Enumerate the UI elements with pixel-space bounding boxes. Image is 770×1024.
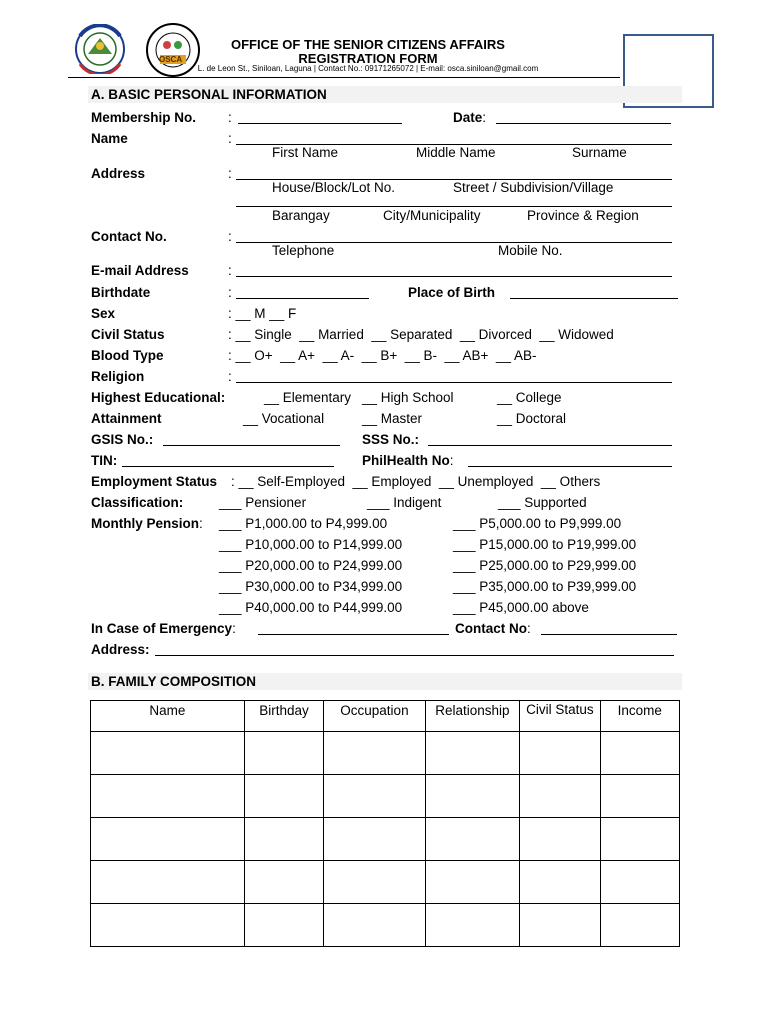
pension-label-text: Monthly Pension	[91, 516, 199, 531]
class-pensioner[interactable]: ___ Pensioner	[219, 495, 307, 510]
table-cell[interactable]	[324, 818, 426, 861]
table-row	[91, 818, 680, 861]
table-cell[interactable]	[425, 861, 519, 904]
table-cell[interactable]	[425, 904, 519, 947]
pension-option[interactable]: ___ P25,000.00 to P29,999.00	[453, 558, 637, 573]
emergency-address-label: Address:	[91, 642, 150, 657]
table-row	[91, 904, 680, 947]
birthdate-field[interactable]	[236, 298, 369, 299]
table-cell[interactable]	[425, 732, 519, 775]
office-address: L. de Leon St., Siniloan, Laguna | Contact No.: 09171265072 | E-mail: osca.siniloan@gmail.com	[197, 64, 539, 73]
membership-colon: :	[228, 110, 232, 125]
mobile-caption: Mobile No.	[498, 243, 563, 258]
email-field[interactable]	[236, 276, 672, 277]
barangay-caption: Barangay	[272, 208, 330, 223]
pension-option[interactable]: ___ P35,000.00 to P39,999.00	[453, 579, 637, 594]
education-label-2: Attainment	[91, 411, 162, 426]
civil-status-options[interactable]: : __ Single __ Married __ Separated __ Divorced __ Widowed	[228, 327, 614, 342]
table-cell[interactable]	[600, 732, 679, 775]
philhealth-field[interactable]	[468, 466, 672, 467]
table-cell[interactable]	[91, 818, 245, 861]
table-cell[interactable]	[520, 775, 600, 818]
date-label-text: Date	[453, 110, 483, 125]
birthplace-field[interactable]	[510, 298, 678, 299]
educ-doctoral[interactable]: __ Doctoral	[497, 411, 567, 426]
table-cell[interactable]	[244, 732, 323, 775]
table-cell[interactable]	[425, 775, 519, 818]
emergency-contact-field[interactable]	[541, 634, 677, 635]
date-label: Date:	[453, 110, 487, 125]
class-supported[interactable]: ___ Supported	[498, 495, 587, 510]
emergency-address-field[interactable]	[155, 655, 674, 656]
table-cell[interactable]	[244, 775, 323, 818]
table-cell[interactable]	[244, 904, 323, 947]
pension-option[interactable]: ___ P5,000.00 to P9,999.00	[453, 516, 622, 531]
name-label: Name	[91, 131, 128, 146]
email-colon: :	[228, 263, 232, 278]
sss-field[interactable]	[428, 445, 672, 446]
column-header-income: Income	[600, 701, 679, 732]
employment-options[interactable]: : __ Self-Employed __ Employed __ Unemployed __ Others	[231, 474, 601, 489]
province-caption: Province & Region	[527, 208, 639, 223]
table-cell[interactable]	[324, 861, 426, 904]
employment-label: Employment Status	[91, 474, 218, 489]
educ-highschool[interactable]: __ High School	[362, 390, 454, 405]
membership-label: Membership No.	[91, 110, 197, 125]
philhealth-label-text: PhilHealth No	[362, 453, 450, 468]
form-subtitle: REGISTRATION FORM	[298, 51, 438, 66]
contact-label: Contact No.	[91, 229, 167, 244]
contact-colon: :	[228, 229, 232, 244]
pension-option[interactable]: ___ P1,000.00 to P4,999.00	[219, 516, 388, 531]
email-label: E-mail Address	[91, 263, 189, 278]
religion-label: Religion	[91, 369, 145, 384]
column-header-birthday: Birthday	[244, 701, 323, 732]
table-cell[interactable]	[324, 904, 426, 947]
emergency-contact-label-text: Contact No	[455, 621, 527, 636]
religion-colon: :	[228, 369, 232, 384]
emergency-contact-label: Contact No:	[455, 621, 531, 636]
birthplace-label: Place of Birth	[408, 285, 496, 300]
emergency-field[interactable]	[258, 634, 449, 635]
table-cell[interactable]	[600, 775, 679, 818]
header-rule	[68, 77, 620, 78]
osca-logo-label: OSCA	[159, 55, 183, 64]
blood-type-options[interactable]: : __ O+ __ A+ __ A- __ B+ __ B- __ AB+ __ AB-	[228, 348, 537, 363]
street-caption: Street / Subdivision/Village	[453, 180, 614, 195]
sex-label: Sex	[91, 306, 116, 321]
education-label-1: Highest Educational:	[91, 390, 226, 405]
column-header-civil-status: Civil Status	[520, 701, 600, 732]
section-a-heading: A. BASIC PERSONAL INFORMATION	[88, 86, 682, 103]
classification-label: Classification:	[91, 495, 184, 510]
educ-college[interactable]: __ College	[497, 390, 562, 405]
table-row	[91, 861, 680, 904]
column-header-occupation: Occupation	[324, 701, 426, 732]
civil-status-label: Civil Status	[91, 327, 165, 342]
first-name-caption: First Name	[272, 145, 339, 160]
middle-name-caption: Middle Name	[416, 145, 496, 160]
tin-field[interactable]	[122, 466, 334, 467]
name-colon: :	[228, 131, 232, 146]
table-cell[interactable]	[600, 904, 679, 947]
address-field-2[interactable]	[236, 206, 672, 207]
table-cell[interactable]	[520, 818, 600, 861]
table-cell[interactable]	[600, 818, 679, 861]
educ-master[interactable]: __ Master	[362, 411, 423, 426]
city-caption: City/Municipality	[383, 208, 481, 223]
table-row	[91, 775, 680, 818]
sex-options[interactable]: : __ M __ F	[228, 306, 297, 321]
table-cell[interactable]	[520, 861, 600, 904]
surname-caption: Surname	[572, 145, 627, 160]
table-header-row	[91, 701, 680, 732]
birthdate-label: Birthdate	[91, 285, 151, 300]
tin-label: TIN:	[91, 453, 118, 468]
table-cell[interactable]	[91, 861, 245, 904]
address-colon: :	[228, 166, 232, 181]
table-cell[interactable]	[520, 732, 600, 775]
blood-type-label: Blood Type	[91, 348, 164, 363]
table-cell[interactable]	[425, 818, 519, 861]
pension-label: Monthly Pension:	[91, 516, 203, 531]
educ-vocational[interactable]: __ Vocational	[243, 411, 325, 426]
date-field[interactable]	[496, 123, 671, 124]
philhealth-label: PhilHealth No:	[362, 453, 454, 468]
table-row	[91, 732, 680, 775]
house-caption: House/Block/Lot No.	[272, 180, 396, 195]
pension-option[interactable]: ___ P10,000.00 to P14,999.00	[219, 537, 403, 552]
address-label: Address	[91, 166, 146, 181]
pension-option[interactable]: ___ P15,000.00 to P19,999.00	[453, 537, 637, 552]
section-b-heading: B. FAMILY COMPOSITION	[88, 673, 682, 690]
table-cell[interactable]	[520, 904, 600, 947]
emergency-label-text: In Case of Emergency	[91, 621, 233, 636]
municipal-seal-logo	[66, 24, 134, 74]
table-cell[interactable]	[324, 775, 426, 818]
pension-option[interactable]: ___ P40,000.00 to P44,999.00	[219, 600, 403, 615]
gsis-label: GSIS No.:	[91, 432, 154, 447]
table-cell[interactable]	[91, 732, 245, 775]
table-cell[interactable]	[324, 732, 426, 775]
table-cell[interactable]	[244, 861, 323, 904]
emergency-label: In Case of Emergency:	[91, 621, 236, 636]
sss-label: SSS No.:	[362, 432, 420, 447]
membership-field[interactable]	[238, 123, 402, 124]
table-cell[interactable]	[91, 775, 245, 818]
religion-field[interactable]	[236, 382, 672, 383]
educ-elementary[interactable]: __ Elementary	[264, 390, 352, 405]
form-title: OFFICE OF THE SENIOR CITIZENS AFFAIRS	[231, 37, 505, 52]
table-cell[interactable]	[244, 818, 323, 861]
telephone-caption: Telephone	[272, 243, 335, 258]
column-header-relationship: Relationship	[425, 701, 519, 732]
table-cell[interactable]	[91, 904, 245, 947]
family-composition-table	[90, 700, 680, 947]
pension-option[interactable]: ___ P30,000.00 to P34,999.00	[219, 579, 403, 594]
table-cell[interactable]	[600, 861, 679, 904]
gsis-field[interactable]	[163, 445, 340, 446]
birthdate-colon: :	[228, 285, 232, 300]
column-header-name: Name	[91, 701, 245, 732]
pension-option[interactable]: ___ P45,000.00 above	[453, 600, 589, 615]
pension-option[interactable]: ___ P20,000.00 to P24,999.00	[219, 558, 403, 573]
class-indigent[interactable]: ___ Indigent	[367, 495, 442, 510]
